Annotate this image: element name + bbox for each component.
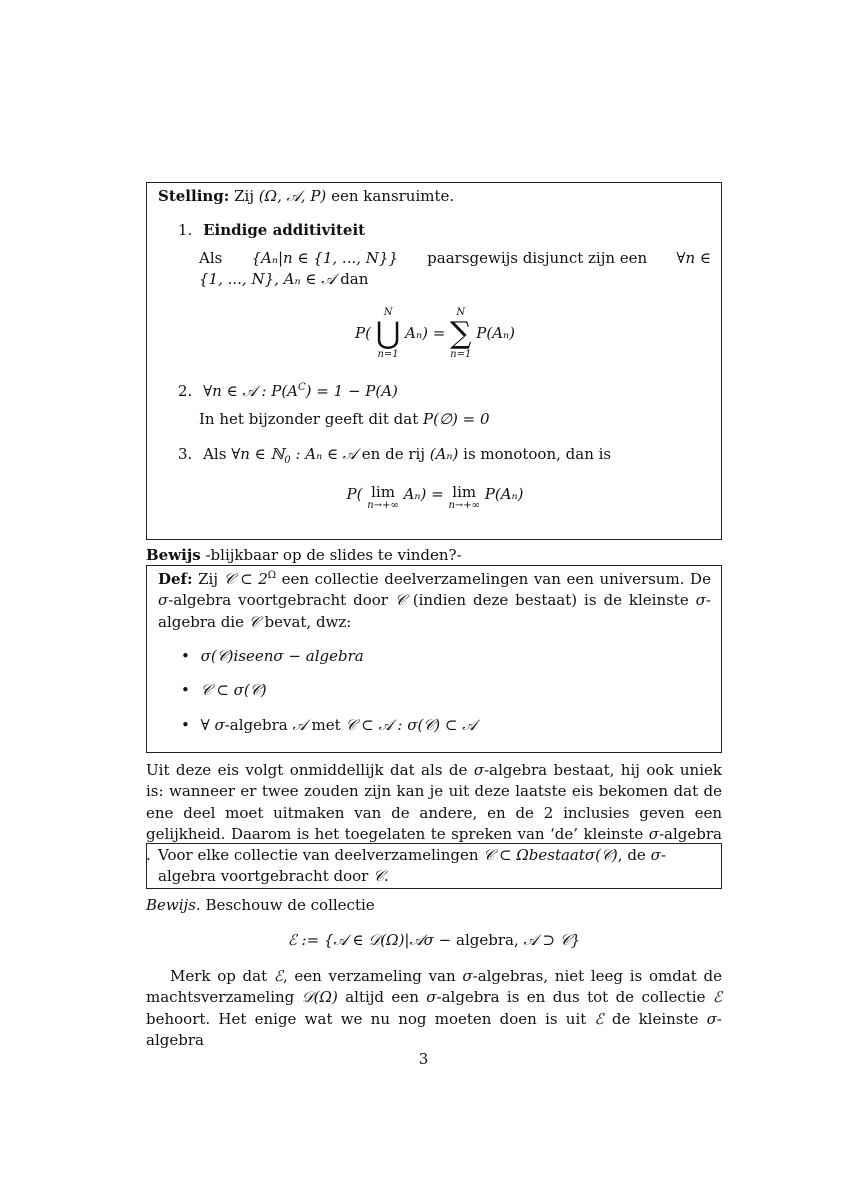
existence-statement-box: [146, 843, 722, 889]
sum-operator: N ∑ n=1: [450, 307, 472, 360]
page-number: 3: [418, 1050, 429, 1068]
theorem-box: [146, 182, 722, 540]
proof-intro: Bewijs. Beschouw de collectie: [146, 896, 375, 914]
theorem-item-1-title: 1. Eindige additiviteit: [178, 221, 366, 239]
proof-heading: Bewijs -blijkbaar op de slides te vinden?-: [146, 546, 462, 564]
theorem-item-2: 2. ∀n ∈ 𝒜 : $P(A^C) = 1 - P(A)$: [178, 382, 398, 400]
definition-box: [146, 565, 722, 753]
definition-bullet-3: • ∀ σ-algebra 𝒜 met 𝒞 ⊂ 𝒜 : σ(𝒞) ⊂ 𝒜: [181, 716, 477, 734]
theorem-label: Stelling:: [158, 187, 230, 205]
union-operator: N ⋃ n=1: [375, 307, 401, 360]
theorem-item-3: 3. Als ∀n ∈ ℕ$_0$ : Aₙ ∈ 𝒜 en de rij (Aₙ) is monotoon, dan is: [178, 445, 612, 466]
theorem-item-2-note: In het bijzonder geeft dit dat P(∅) = 0: [199, 410, 490, 428]
definition-bullet-1: • σ(𝒞)iseenσ − algebra: [181, 647, 364, 665]
continuity-formula: P( lim n→+∞ Aₙ) = lim n→+∞ P(Aₙ): [346, 483, 524, 511]
finite-additivity-formula: P( N ⋃ n=1 Aₙ) = N ∑ n=1 P(Aₙ): [355, 307, 515, 360]
uniqueness-paragraph: Uit deze eis volgt onmiddellijk dat als de σ-algebra bestaat, hij ook uniek is: wanneer er twee zouden zijn kan je uit deze laatste eis bekomen dat de ene deel moet uitmaken van de andere, en de 2 inclusies geven een gelijkheid. Daarom is het toegelaten te spreken van ‘de’ kleinste σ-algebra .: [146, 761, 722, 865]
existence-statement: Voor elke collectie van deelverzamelingen 𝒞 ⊂ Ωbestaatσ(𝒞), de σ-algebra voortgebracht door 𝒞.: [158, 846, 666, 886]
definition-bullet-2: • 𝒞 ⊂ σ(𝒞): [181, 681, 267, 699]
theorem-intro: Stelling: Zij (Ω, 𝒜, P) een kansruimte.: [158, 187, 455, 205]
collection-formula: ℰ := {𝒜 ∈ 𝒟(Ω)|𝒜σ − algebra, 𝒜 ⊃ 𝒞}: [287, 931, 581, 949]
nonempty-paragraph: Merk op dat ℰ, een verzameling van σ-algebras, niet leeg is omdat de machtsverzameling 𝒟(Ω) altijd een σ-algebra is en dus tot de collectie ℰ behoort. Het enige wat we nu nog moeten doen is uit ℰ de kleinste σ-algebra: [146, 967, 722, 1049]
theorem-item-1-text: Als {Aₙ|n ∈ {1, ..., N}} paarsgewijs disjunct zijn een ∀n ∈ {1, ..., N}, Aₙ ∈ 𝒜 dan: [199, 249, 711, 289]
definition-text: Def: Zij 𝒞 ⊂ $2^\Omega$ een collectie deelverzamelingen van een universum. De σ-algebra voortgebracht door 𝒞 (indien deze bestaat) is de kleinste σ-algebra die 𝒞 bevat, dwz:: [158, 570, 711, 631]
